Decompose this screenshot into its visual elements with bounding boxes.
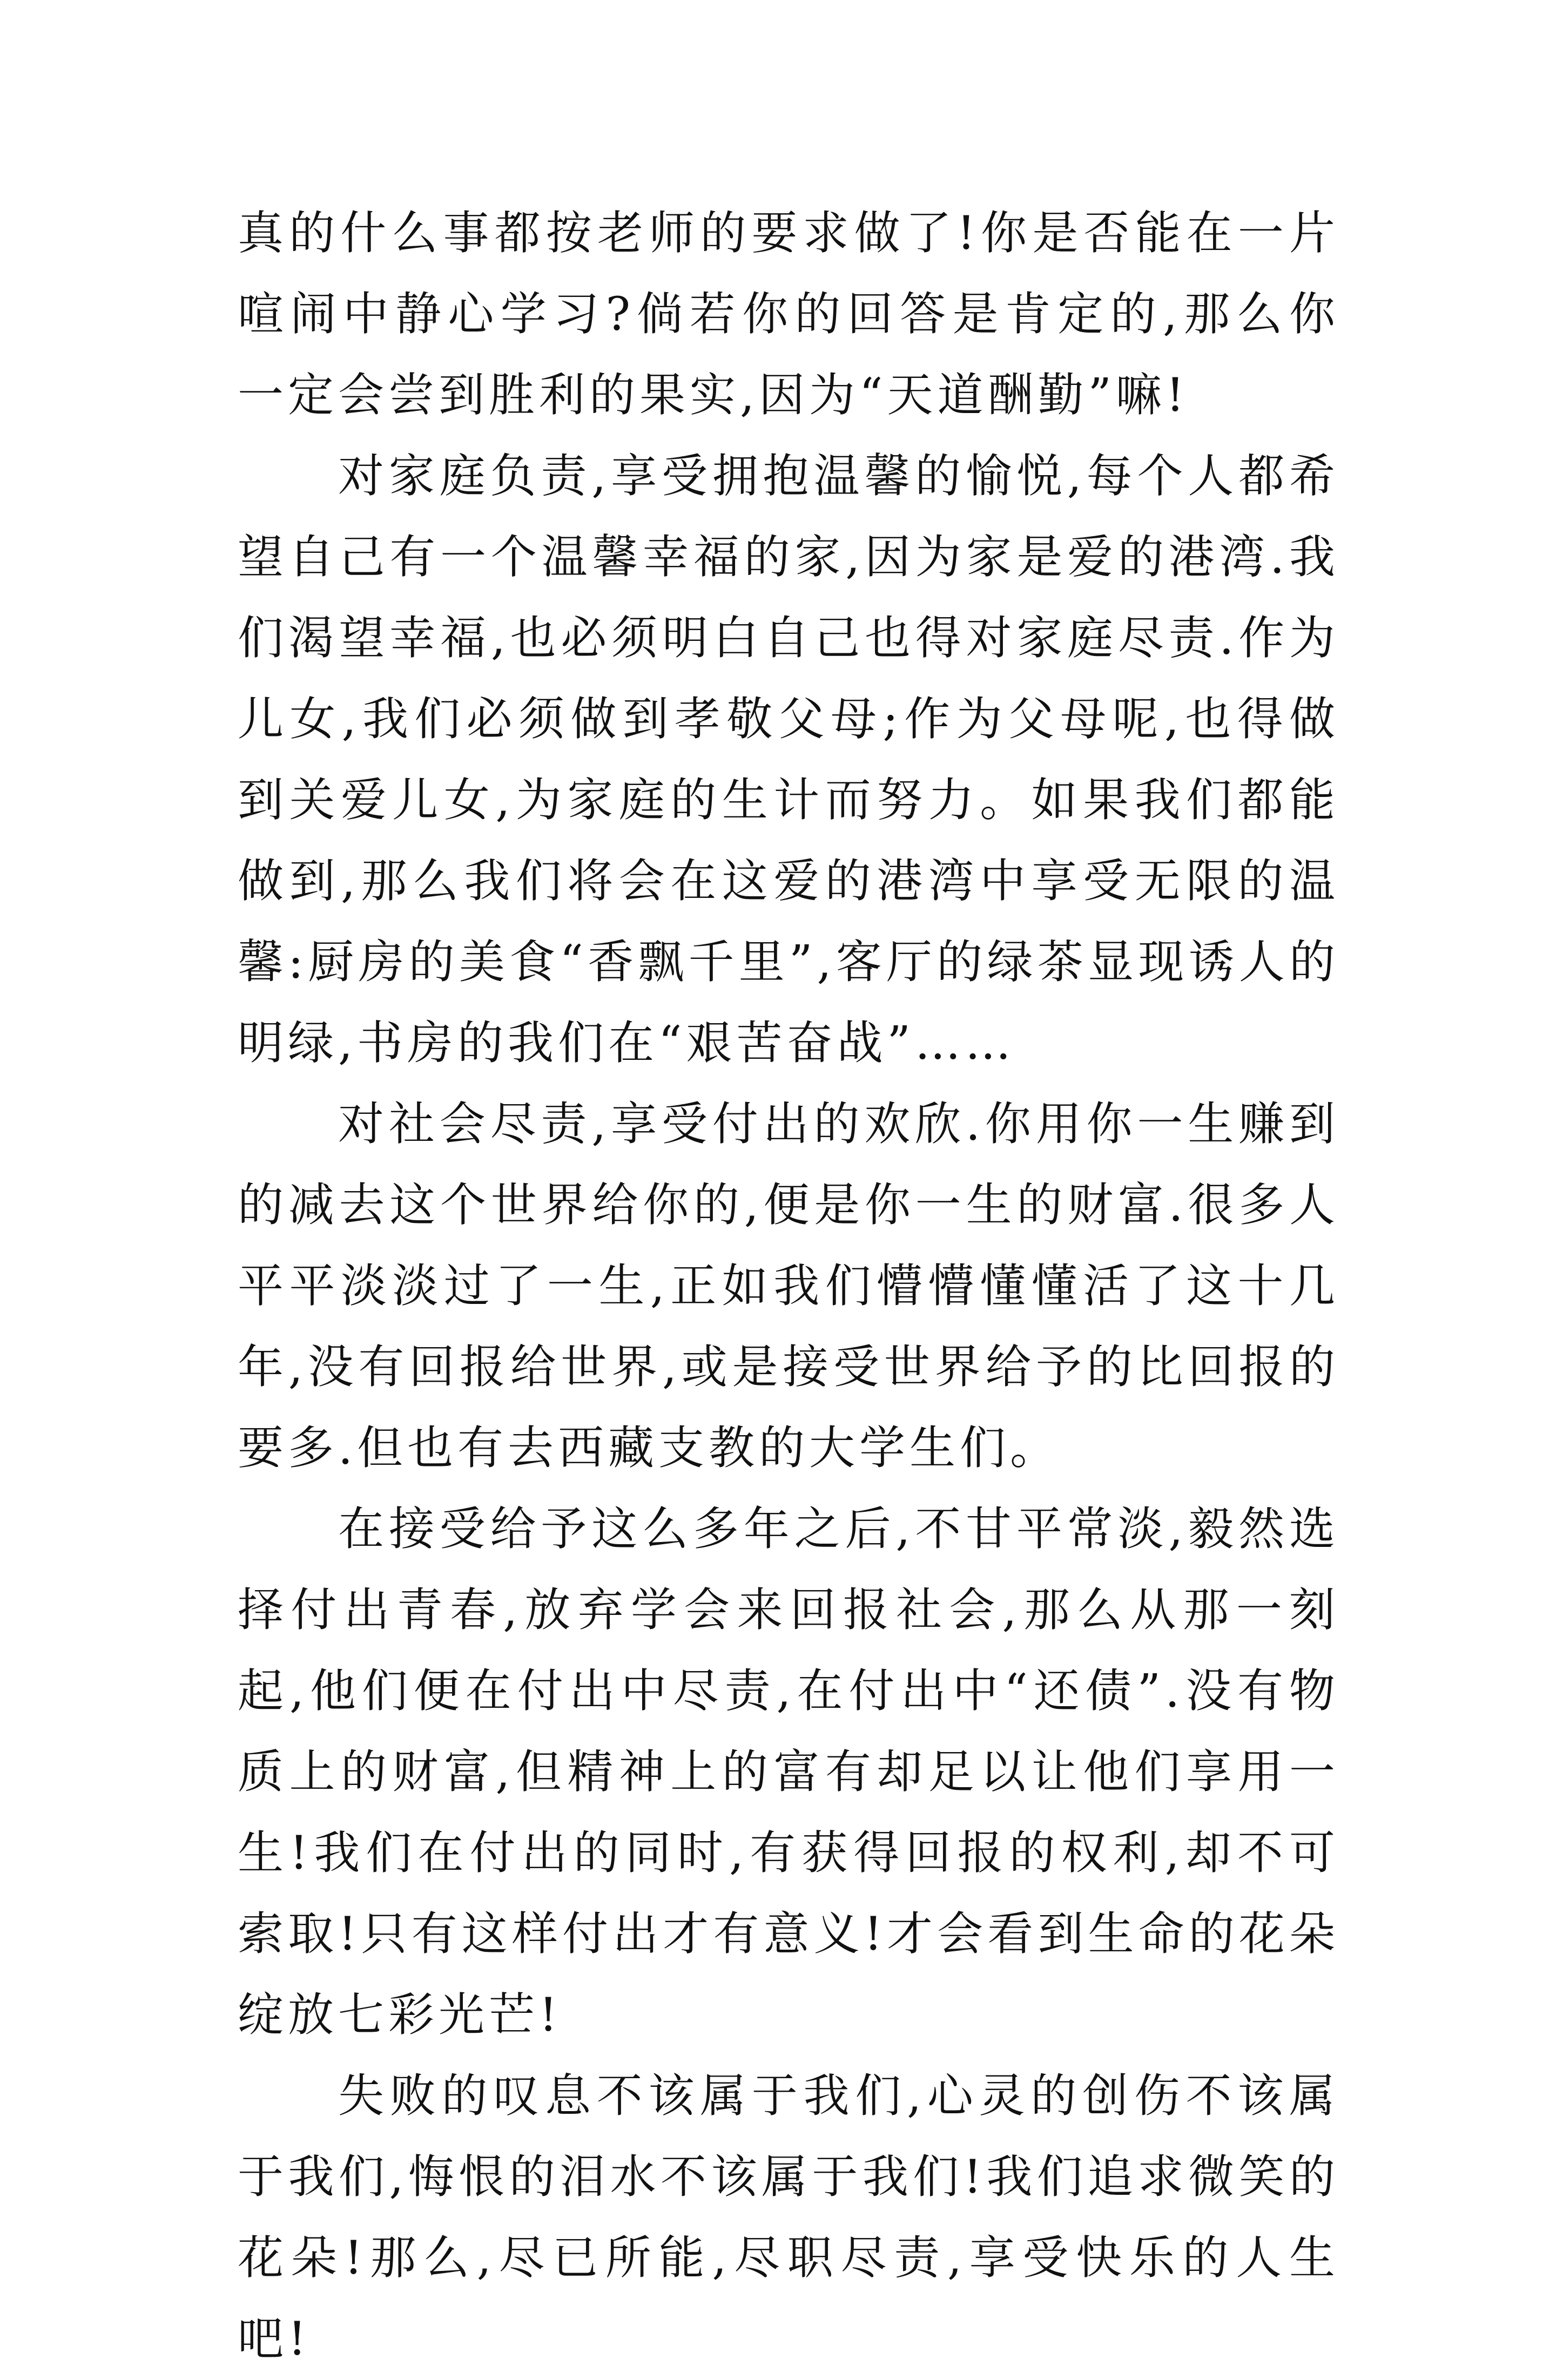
paragraph-4: 在接受给予这么多年之后,不甘平常淡,毅然选择付出青春,放弃学会来回报社会,那么从那一刻起,他们便在付出中尽责,在付出中“还债”.没有物质上的财富,但精神上的富有却足以让他们享用一生!我们在付出的同时,有获得回报的权利,却不可索取!只有这样付出才有意义!才会看到生命的花朵绽放七彩光芒! [238, 1503, 1339, 2042]
document-body [238, 193, 1339, 2380]
paragraph-3: 对社会尽责,享受付出的欢欣.你用你一生赚到的减去这个世界给你的,便是你一生的财富.很多人平平淡淡过了一生,正如我们懵懵懂懂活了这十几年,没有回报给世界,或是接受世界给予的比回报的要多.但也有去西藏支教的大学生们。 [238, 1098, 1339, 1475]
paragraph-5: 失败的叹息不该属于我们,心灵的创伤不该属于我们,悔恨的泪水不该属于我们!我们追求微笑的花朵!那么,尽已所能,尽职尽责,享受快乐的人生吧! [238, 2070, 1339, 2366]
paragraph-1: 真的什么事都按老师的要求做了!你是否能在一片喧闹中静心学习?倘若你的回答是肯定的,那么你一定会尝到胜利的果实,因为“天道酬勤”嘛! [238, 207, 1339, 422]
paragraph-2: 对家庭负责,享受拥抱温馨的愉悦,每个人都希望自己有一个温馨幸福的家,因为家是爱的港湾.我们渴望幸福,也必须明白自己也得对家庭尽责.作为儿女,我们必须做到孝敬父母;作为父母呢,也得做到关爱儿女,为家庭的生计而努力。如果我们都能做到,那么我们将会在这爱的港湾中享受无限的温馨:厨房的美食“香飘千里”,客厅的绿茶显现诱人的明绿,书房的我们在“艰苦奋战”…… [238, 450, 1339, 1070]
